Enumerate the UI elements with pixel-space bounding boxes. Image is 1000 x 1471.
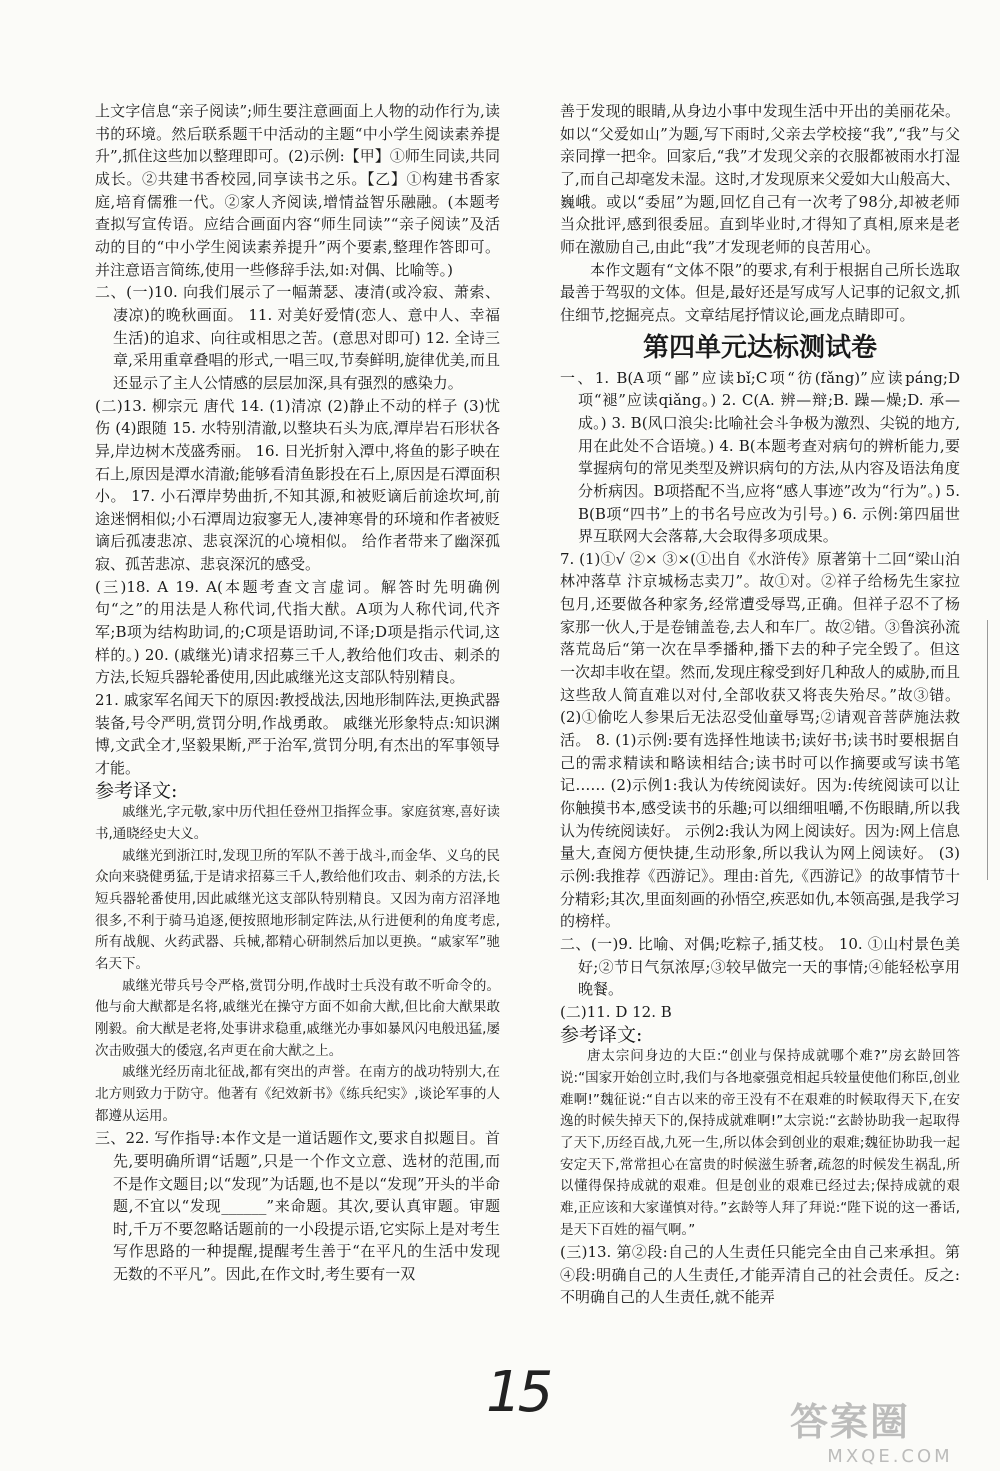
answer-block: (三)13. 第②段:自己的人生责任只能完全由自己来承担。第④段:明确自己的人生责任,才能弄清自己的社会责任。反之:不明确自己的人生责任,就不能弄 [560, 1243, 960, 1307]
answer-block: 三、22. 写作指导:本作文是一道话题作文,要求自拟题目。首先,要明确所谓“话题”,只是一个作文立意、选材的范围,而不是作文题目;以“发现”为话题,也不是以“发现”开头的半命题,不宜以“发现______”来命题。其次,要认真审题。审题时,千万不要忽略话题前的一小段提示语,它实际上是对考生写作思路的一种提醒,提醒考生善于“在平凡的生活中发现无数的不平凡”。因此,在作文时,考生要有一双 [95, 1129, 500, 1284]
watermark-logo [790, 1391, 990, 1467]
page-edge-divider [987, 620, 1000, 880]
translation-paragraph: 戚继光到浙江时,发现卫所的军队不善于战斗,而金华、义乌的民众向来骁健勇猛,于是请求招募三千人,教给他们攻击、刺杀的方法,长短兵器轮番使用,因此戚继光这支部队特别精良。又因为南方沼泽地很多,不利于骑马追逐,便按照地形制定阵法,从行进便利的角度考虑,所有战舰、火药武器、兵械,都精心研制然后加以更换。“戚家军”驰名天下。 [95, 847, 500, 972]
answer-block: 二、(一)10. 向我们展示了一幅萧瑟、凄清(或冷寂、萧索、凄凉)的晚秋画面。 11. 对美好爱情(恋人、意中人、幸福生活)的追求、向往或相思之苦。(意思对即可) 12. 全诗三章,采用重章叠唱的形式,一唱三叹,节奏鲜明,旋律优美,而且还显示了主人公情感的层层加深,具有强烈的感染力。 [95, 283, 500, 392]
answer-block: (二)11. D 12. B [560, 1002, 672, 1021]
translation-heading: 参考译文: [560, 1023, 643, 1046]
translation-paragraph: 戚继光带兵号令严格,赏罚分明,作战时士兵没有敢不听命令的。他与俞大猷都是名将,戚继光在操守方面不如俞大猷,但比俞大猷果敢刚毅。俞大猷是老将,处事讲求稳重,戚继光办事如暴风闪电般迅猛,屡次击败强大的倭寇,名声更在俞大猷之上。 [95, 977, 500, 1059]
watermark-main: 答案圈 [790, 1400, 911, 1444]
translation-paragraph: 戚继光,字元敬,家中历代担任登州卫指挥佥事。家庭贫寒,喜好读书,通晓经史大义。 [95, 804, 500, 842]
answer-block: 本作文题有“文体不限”的要求,有利于根据自己所长选取最善于驾驭的文体。但是,最好还是写成写人记事的记叙文,抓住细节,挖掘亮点。文章结尾抒情议论,画龙点睛即可。 [560, 260, 960, 324]
translation-paragraph: 戚继光经历南北征战,都有突出的声誉。在南方的战功特别大,在北方则致力于防守。他著有《纪效新书》《练兵纪实》,谈论军事的人都遵从运用。 [95, 1064, 500, 1124]
section-title: 第四单元达标测试卷 [642, 332, 877, 363]
page-number: 15 [486, 1360, 550, 1425]
answer-block: 21. 戚家军名闻天下的原因:教授战法,因地形制阵法,更换武器装备,号令严明,赏罚分明,作战勇敢。 戚继光形象特点:知识渊博,文武全才,坚毅果断,严于治军,赏罚分明,有杰出的军事领导才能。 [95, 691, 500, 778]
translation-heading: 参考译文: [95, 779, 178, 802]
answer-block: 一、1. B(A项“鄙”应读bǐ;C项“彷(fǎng)”应读páng;D项“褪”应读qiǎng。) 2. C(A. 辨—辩;B. 躁—燥;D. 承—成。) 3. B(风口浪尖:比喻社会斗争极为激烈、尖锐的地方,用在此处不合语境。) 4. B(本题考查对病句的辨析能力,要掌握病句的常见类型及辨识病句的方法,从内容及语法角度分析病因。B项搭配不当,应将“感人事迹”改为“行为”。) 5. B(B项“四书”上的书名号应改为引号。) 6. 示例:第四届世界互联网大会落幕,大会取得多项成果。 [560, 368, 960, 546]
right-column [560, 100, 960, 1309]
answer-block: 上文字信息“亲子阅读”;师生要注意画面上人物的动作行为,读书的环境。然后联系题干中活动的主题“中小学生阅读素养提升”,抓住这些加以整理即可。(2)示例:【甲】①师生同读,共同成长。②共建书香校园,同享读书之乐。【乙】①构建书香家庭,培育儒雅一代。②家人齐阅读,增情益智乐融融。(本题考查拟写宣传语。应结合画面内容“师生同读”“亲子阅读”及活动的目的“中小学生阅读素养提升”两个要素,整理作答即可。并注意语言简练,使用一些修辞手法,如:对偶、比喻等。) [95, 102, 500, 279]
answer-block: 善于发现的眼睛,从身边小事中发现生活中开出的美丽花朵。如以“父爱如山”为题,写下雨时,父亲去学校接“我”,“我”与父亲同撑一把伞。回家后,“我”才发现父亲的衣服都被雨水打湿了,而自己却毫发未湿。这时,才发现原来父爱如大山般高大、巍峨。或以“委屈”为题,回忆自己有一次考了98分,却被老师当众批评,感到很委屈。直到毕业时,才得知了真相,原来是老师在激励自己,由此“我”才发现老师的良苦用心。 [560, 102, 960, 256]
answer-block: 二、(一)9. 比喻、对偶;吃粽子,插艾枝。 10. ①山村景色美好;②节日气氛浓厚;③较早做完一天的事情;④能轻松享用晚餐。 [560, 934, 960, 999]
watermark-sub: MXQE.COM [827, 1446, 953, 1467]
translation-paragraph: 唐太宗问身边的大臣:“创业与保持成就哪个难?”房玄龄回答说:“国家开始创立时,我们与各地豪强竞相起兵较量使他们称臣,创业难啊!”魏征说:“自古以来的帝王没有不在艰难的时候取得天下,在安逸的时候失掉天下的,保持成就难啊!”太宗说:“玄龄协助我一起取得了天下,历经百战,九死一生,所以体会到创业的艰难;魏征协助我一起安定天下,常常担心在富贵的时候滋生骄奢,疏忽的时候发生祸乱,所以懂得保持成就的艰难。但是创业的艰难已经过去;保持成就的艰难,正应该和大家谨慎对待。”玄龄等人拜了拜说:“陛下说的这一番话,是天下百姓的福气啊。” [560, 1048, 960, 1238]
answer-block: (二)13. 柳宗元 唐代 14. (1)清凉 (2)静止不动的样子 (3)忧伤 (4)跟随 15. 水特别清澈,以整块石头为底,潭岸岩石形状各异,岸边树木茂盛秀丽。 16. 日光折射入潭中,将鱼的影子映在石上,原因是潭水清澈;能够看清鱼影投在石上,原因是石潭面积小。 17. 小石潭岸势曲折,不知其源,和被贬谪后前途坎坷,前途迷惘相似;小石潭周边寂寥无人,凄神寒骨的环境和作者被贬谪后孤凄悲凉、悲哀深沉的心境相似。 给作者带来了幽深孤寂、孤苦悲凉、悲哀深沉的感受。 [95, 396, 500, 574]
answer-block: (三)18. A 19. A(本题考查文言虚词。解答时先明确例句“之”的用法是人称代词,代指大猷。A项为人称代词,代齐军;B项为结构助词,的;C项是语助词,不译;D项是指示代词,这样的。) 20. (戚继光)请求招募三千人,教给他们攻击、刺杀的方法,长短兵器轮番使用,因此戚继光这支部队特别精良。 [95, 577, 500, 687]
answer-block: 7. (1)①√ ②× ③×(①出自《水浒传》原著第十二回“梁山泊林冲落草 汴京城杨志卖刀”。故①对。②祥子给杨先生家拉包月,还要做各种家务,经常遭受辱骂,正确。但祥子忍不了杨家那一伙人,于是卷铺盖卷,去人和车厂。故②错。③鲁滨孙流落荒岛后“第一次在旱季播种,播下去的种子完全毁了。但这一次却丰收在望。然而,发现庄稼受到好几种敌人的威胁,而且这些敌人简直难以对付,全部收获又将丧失殆尽。”故③错。(2)①偷吃人参果后无法忍受仙童辱骂;②请观音菩萨施法救活。 8. (1)示例:要有选择性地读书;读好书;读书时要根据自己的需求精读和略读相结合;读书时可以作摘要或写读书笔记…… (2)示例1:我认为传统阅读好。因为:传统阅读可以让你触摸书本,感受读书的乐趣;可以细细咀嚼,不伤眼睛,所以我认为传统阅读好。 示例2:我认为网上阅读好。因为:网上信息量大,查阅方便快捷,生动形象,所以我认为网上阅读好。 (3)示例:我推荐《西游记》。理由:首先,《西游记》的故事情节十分精彩;其次,里面刻画的孙悟空,疾恶如仇,本领高强,是我学习的榜样。 [560, 549, 960, 931]
left-column [95, 100, 500, 1286]
